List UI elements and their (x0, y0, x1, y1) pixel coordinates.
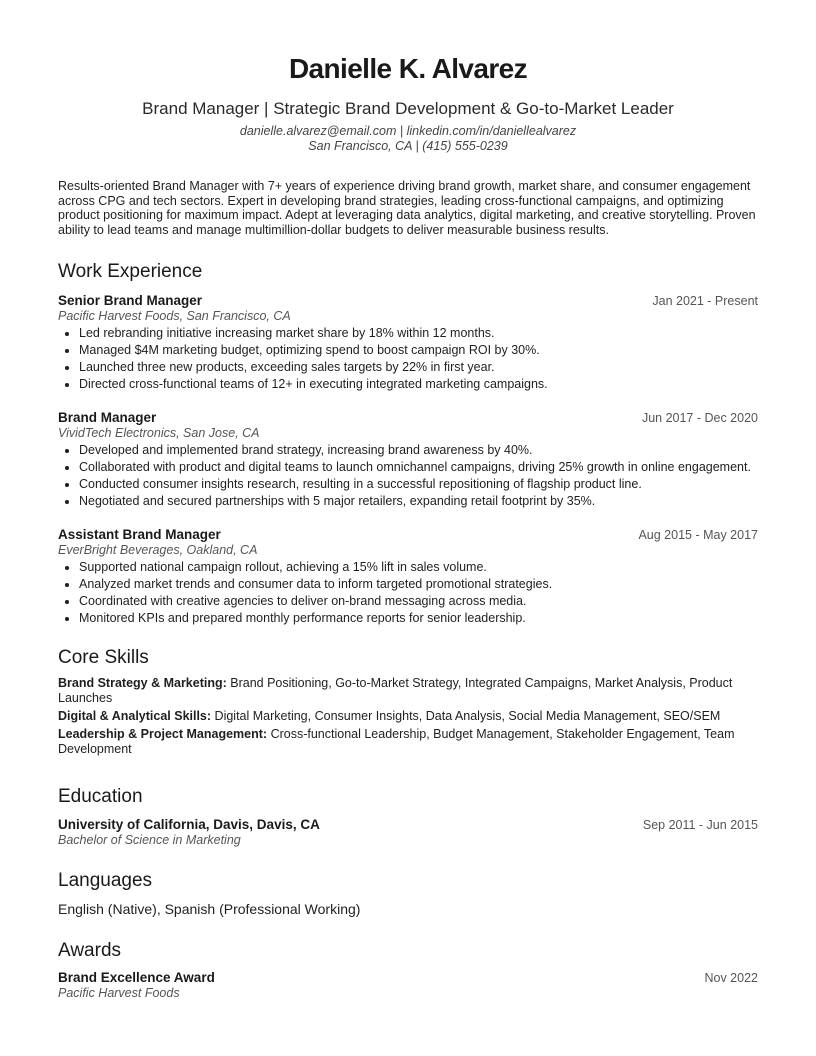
section-title-core-skills: Core Skills (58, 646, 149, 668)
job-dates: Jan 2021 - Present (652, 294, 758, 309)
candidate-headline: Brand Manager | Strategic Brand Development & Go-to-Market Leader (142, 99, 674, 118)
skill-group-items: Digital Marketing, Consumer Insights, Data Analysis, Social Media Management, SEO/SEM (214, 708, 721, 723)
award-entry (58, 970, 758, 1002)
award-date: Nov 2022 (704, 970, 758, 985)
skill-group-label: Digital & Analytical Skills: (58, 708, 212, 723)
work-experience-section (58, 260, 758, 625)
job-entry (58, 527, 758, 626)
education-dates: Sep 2011 - Jun 2015 (642, 817, 758, 832)
job-title: Senior Brand Manager (58, 293, 203, 309)
contact-line-location-phone: San Francisco, CA | (415) 555-0239 (308, 139, 508, 153)
awards-section (58, 939, 758, 1002)
job-bullet: • Developed and implemented brand strategy, increasing brand awareness by 40%. (79, 443, 758, 458)
job-entry (58, 293, 758, 392)
job-bullet: • Directed cross-functional teams of 12+ in executing integrated marketing campaigns. (79, 377, 758, 392)
school-name: University of California, Davis, Davis, CA (58, 816, 320, 832)
job-title: Brand Manager (58, 410, 157, 426)
job-bullet: • Conducted consumer insights research, resulting in a successful repositioning of flagship product line. (79, 477, 758, 492)
professional-summary: Results-oriented Brand Manager with 7+ years of experience driving brand growth, market share, and consumer engagement across CPG and tech sectors. Expert in developing brand strategies, leading cross-functional campaigns, and optimizing product positioning for maximum impact. Adept at leveraging data analytics, digital marketing, and creative storytelling. Proven ability to lead teams and manage multimillion-dollar budgets to deliver measurable business results. (58, 179, 756, 237)
job-dates: Jun 2017 - Dec 2020 (641, 411, 758, 426)
job-bullets (58, 326, 758, 392)
degree: Bachelor of Science in Marketing (58, 832, 241, 847)
section-title-education: Education (58, 785, 143, 807)
job-bullet: • Led rebranding initiative increasing market share by 18% within 12 months. (79, 326, 758, 341)
section-title-awards: Awards (58, 939, 122, 961)
resume-header (58, 52, 758, 154)
skill-group (58, 709, 758, 724)
job-company: EverBright Beverages, Oakland, CA (58, 542, 258, 557)
job-bullet: • Launched three new products, exceeding sales targets by 22% in first year. (79, 360, 758, 375)
skill-group-items: Cross-functional Leadership, Budget Management, Stakeholder Engagement, Team Development (58, 726, 735, 756)
job-bullet: • Monitored KPIs and prepared monthly performance reports for senior leadership. (79, 611, 758, 626)
skill-group (58, 727, 758, 757)
job-entry (58, 410, 758, 509)
job-dates: Aug 2015 - May 2017 (638, 527, 758, 542)
job-company: VividTech Electronics, San Jose, CA (58, 426, 260, 441)
job-bullet: • Negotiated and secured partnerships with 5 major retailers, expanding retail footprint by 35%. (79, 494, 758, 509)
candidate-name: Danielle K. Alvarez (288, 53, 528, 84)
job-title: Assistant Brand Manager (58, 526, 221, 542)
award-organization: Pacific Harvest Foods (58, 985, 180, 1000)
languages-section (58, 869, 758, 917)
skill-group-items: Brand Positioning, Go-to-Market Strategy, Integrated Campaigns, Market Analysis, Product Launches (58, 675, 733, 705)
skill-group (58, 676, 758, 706)
job-bullet: • Collaborated with product and digital teams to launch omnichannel campaigns, driving 25% growth in online engagement. (79, 460, 758, 475)
job-bullets (58, 560, 758, 626)
skill-group-label: Leadership & Project Management: (58, 726, 268, 741)
award-name: Brand Excellence Award (58, 969, 215, 985)
skill-group-label: Brand Strategy & Marketing: (58, 675, 227, 690)
job-company: Pacific Harvest Foods, San Francisco, CA (58, 309, 291, 324)
contact-line-email-linkedin: danielle.alvarez@email.com | linkedin.com/in/daniellealvarez (239, 124, 577, 138)
section-title-languages: Languages (58, 869, 153, 891)
job-bullets (58, 443, 758, 509)
job-bullet: • Managed $4M marketing budget, optimizing spend to boost campaign ROI by 30%. (79, 343, 758, 358)
core-skills-section (58, 646, 758, 757)
job-bullet: • Analyzed market trends and consumer data to inform targeted promotional strategies. (79, 577, 758, 592)
languages-list: English (Native), Spanish (Professional Working) (58, 900, 361, 917)
section-title-work-experience: Work Experience (58, 261, 203, 283)
job-bullet: • Supported national campaign rollout, achieving a 15% lift in sales volume. (79, 560, 758, 575)
education-section (58, 785, 758, 849)
job-bullet: • Coordinated with creative agencies to deliver on-brand messaging across media. (79, 594, 758, 609)
